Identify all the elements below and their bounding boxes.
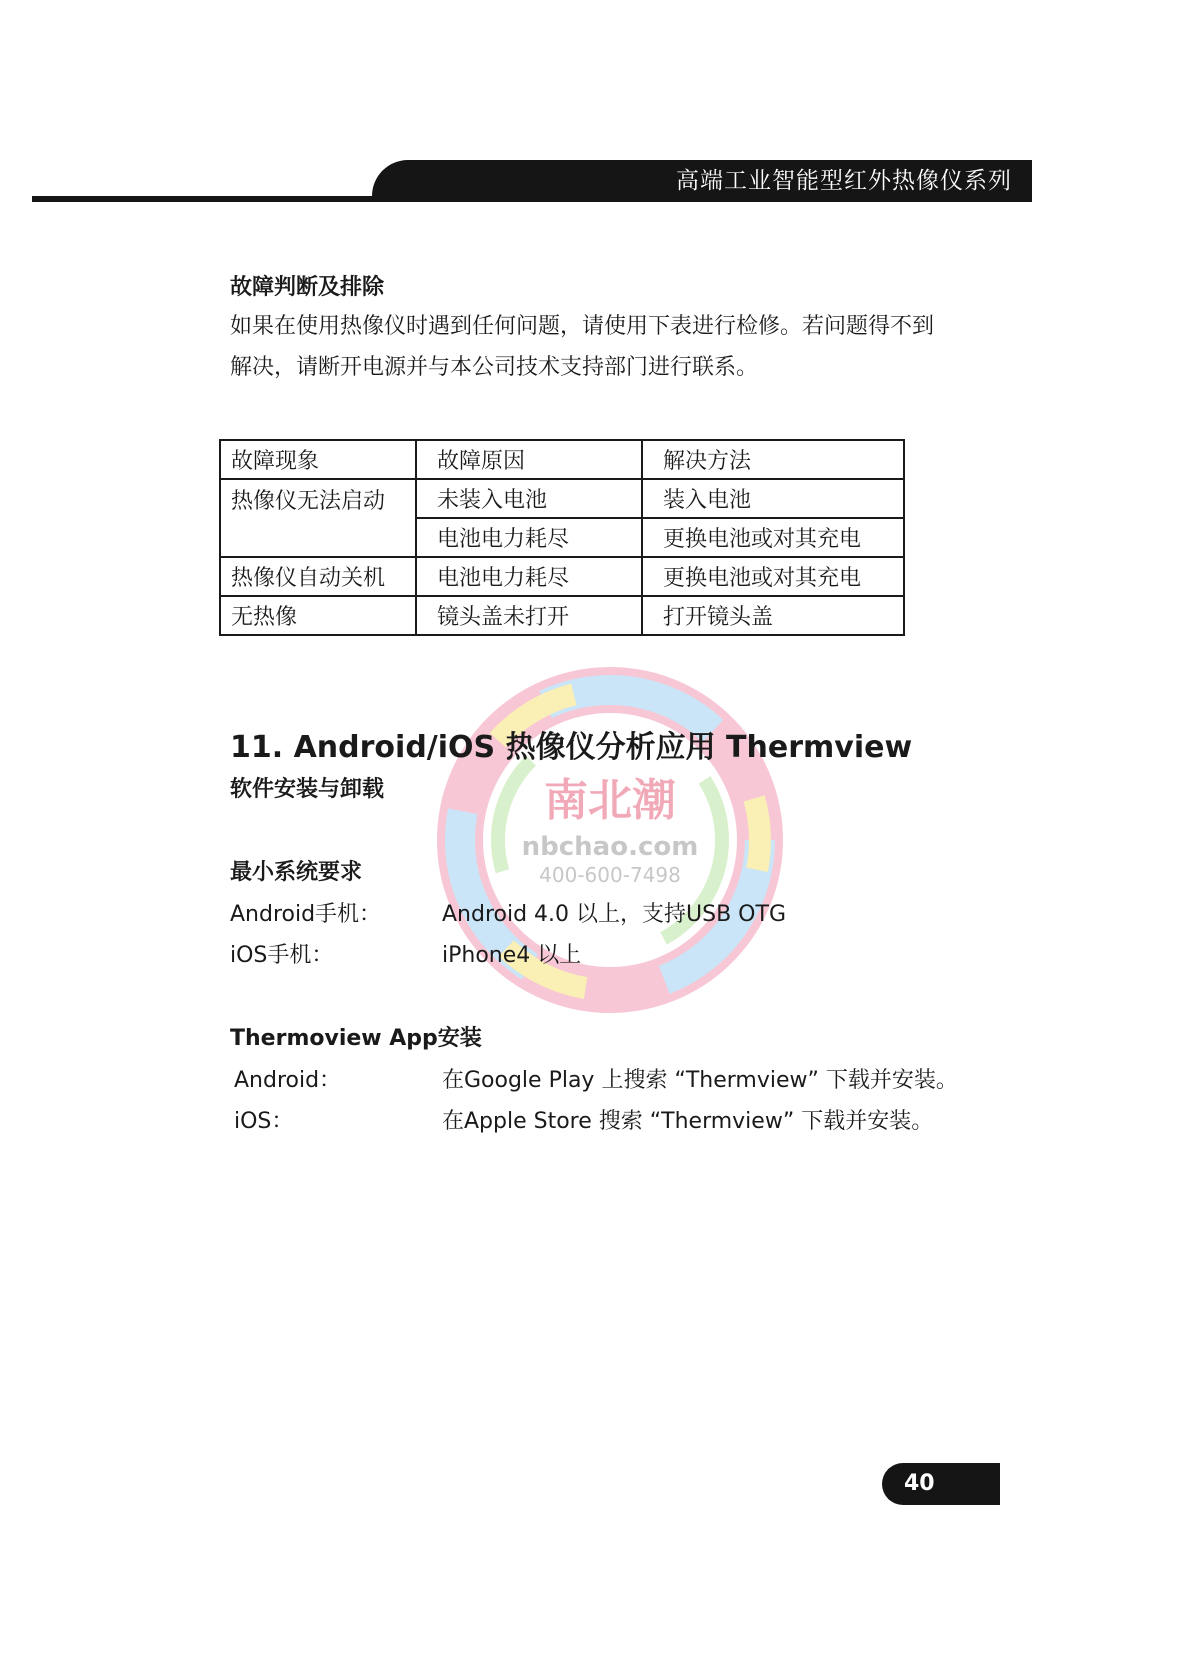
fault-table: [219, 439, 905, 636]
table-cell: 电池电力耗尽: [416, 518, 642, 557]
watermark-phone: 400-600-7498: [539, 863, 681, 887]
req-value-android: Android 4.0 以上，支持USB OTG: [442, 902, 786, 927]
install-label-android: Android：: [234, 1068, 342, 1093]
table-header-cell: 故障现象: [220, 440, 416, 479]
table-cell: 更换电池或对其充电: [642, 518, 904, 557]
table-cell: 装入电池: [642, 479, 904, 518]
header-title: 高端工业智能型红外热像仪系列: [676, 168, 1012, 194]
req-label-android: Android手机：: [230, 902, 382, 927]
troubleshooting-line-2: 解决，请断开电源并与本公司技术支持部门进行联系。: [230, 355, 759, 380]
page-number-badge: [882, 1463, 1000, 1505]
watermark-name: 南北潮: [544, 775, 676, 826]
table-cell: 更换电池或对其充电: [642, 557, 904, 596]
min-requirements-title: 最小系统要求: [230, 860, 363, 885]
table-row: [220, 596, 904, 635]
troubleshooting-line-1: 如果在使用热像仪时遇到任何问题，请使用下表进行检修。若问题得不到: [230, 314, 935, 339]
table-cell: 热像仪自动关机: [220, 557, 416, 596]
req-label-ios: iOS手机：: [230, 943, 334, 968]
table-header-row: [220, 440, 904, 479]
table-header-cell: 解决方法: [642, 440, 904, 479]
table-cell: 打开镜头盖: [642, 596, 904, 635]
table-cell: 未装入电池: [416, 479, 642, 518]
page-number: 40: [904, 1471, 935, 1496]
troubleshooting-title: 故障判断及排除: [230, 275, 385, 300]
table-cell: 无热像: [220, 596, 416, 635]
table-row: [220, 479, 904, 518]
table-cell: 镜头盖未打开: [416, 596, 642, 635]
table-cell: 电池电力耗尽: [416, 557, 642, 596]
table-row: [220, 557, 904, 596]
header-tab: [372, 160, 1032, 202]
table-cell: 热像仪无法启动: [220, 479, 416, 557]
install-value-ios: 在Apple Store 搜索 “Thermview” 下载并安装。: [442, 1109, 934, 1134]
section-subheading: 软件安装与卸载: [230, 777, 385, 802]
req-value-ios: iPhone4 以上: [442, 943, 582, 968]
section-heading: 11. Android/iOS 热像仪分析应用 Thermview: [230, 730, 913, 765]
install-label-ios: iOS：: [234, 1109, 294, 1134]
table-header-cell: 故障原因: [416, 440, 642, 479]
install-title: Thermoview App安装: [230, 1026, 482, 1051]
install-value-android: 在Google Play 上搜索 “Thermview” 下载并安装。: [442, 1068, 958, 1093]
watermark-site: nbchao.com: [521, 832, 699, 862]
watermark-logo: [420, 650, 800, 1030]
